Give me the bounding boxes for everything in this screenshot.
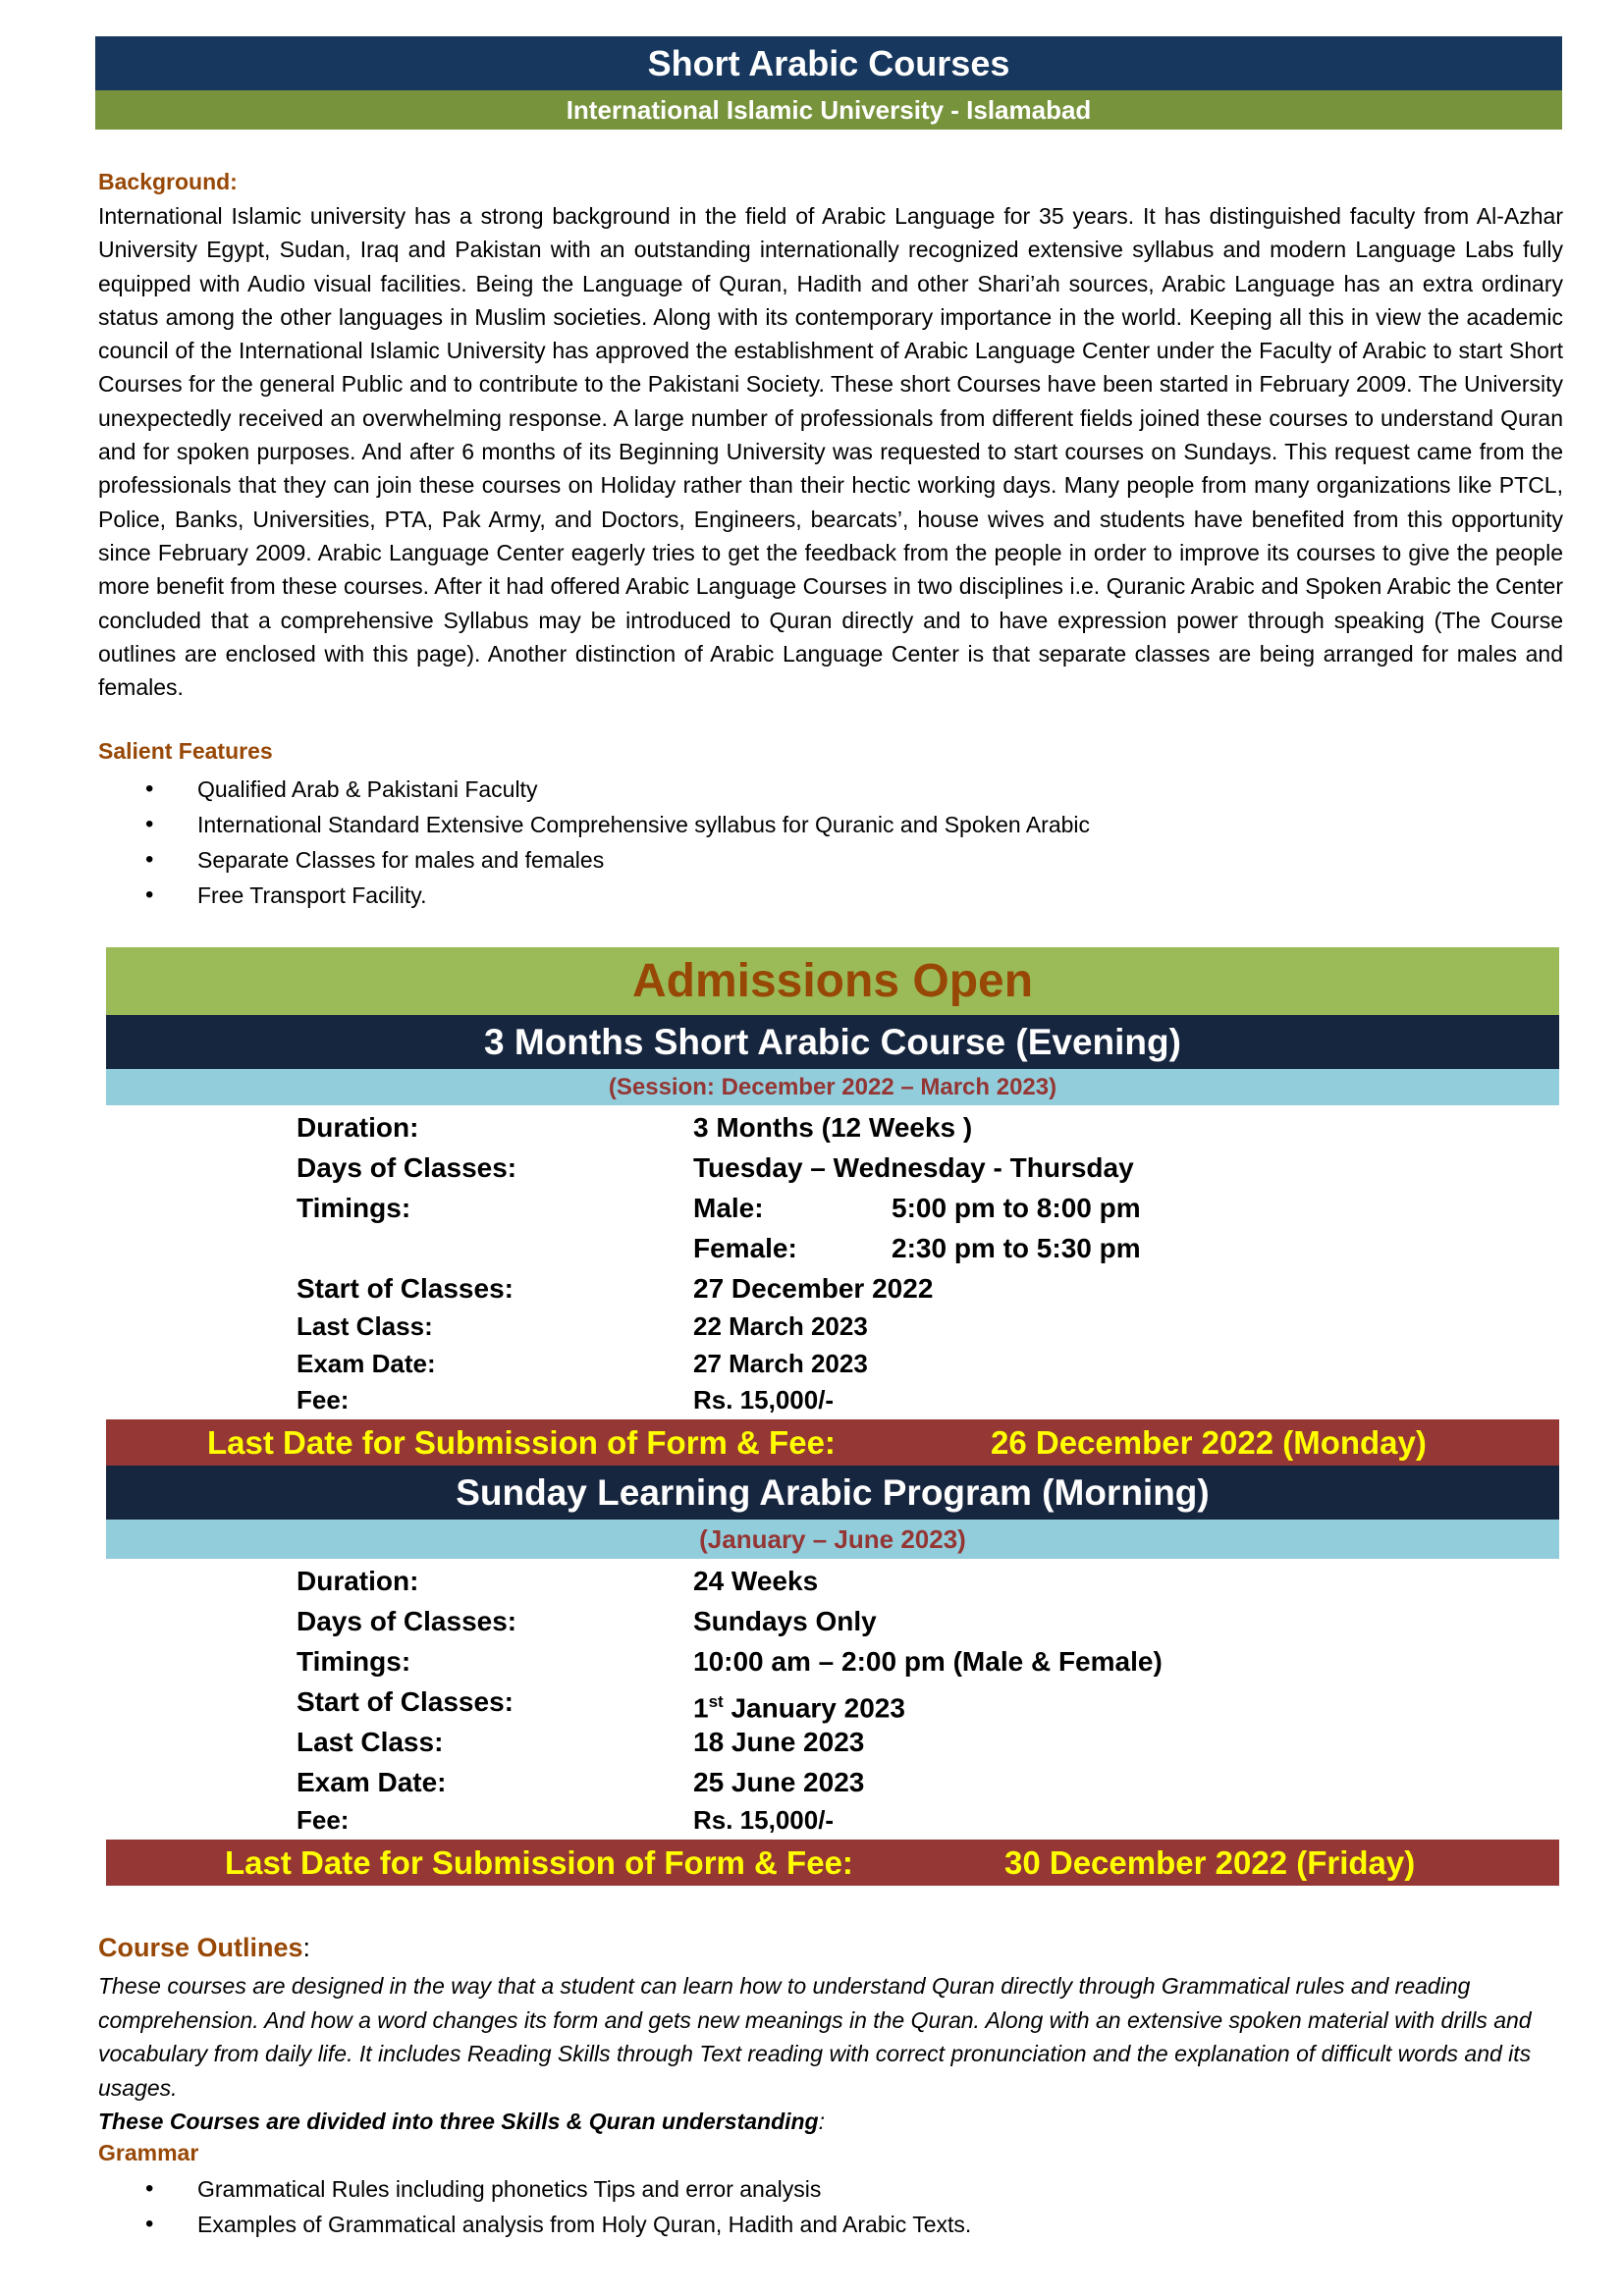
course1-session: (Session: December 2022 – March 2023) <box>106 1069 1559 1105</box>
course2-last-class-label: Last Class: <box>297 1727 444 1757</box>
grammar-heading: Grammar <box>98 2140 199 2165</box>
course2-deadline-banner <box>106 1840 1559 1886</box>
course1-deadline-date: 26 December 2022 (Monday) <box>991 1424 1427 1461</box>
course1-exam-value: 27 March 2023 <box>693 1349 868 1378</box>
course1-duration-label: Duration: <box>297 1112 419 1143</box>
list-item: • Grammatical Rules including phonetics Tips and error analysis <box>98 2171 971 2207</box>
salient-features-heading: Salient Features <box>98 738 273 764</box>
list-item: • Separate Classes for males and females <box>98 842 1090 878</box>
course1-fee-value: Rs. 15,000/- <box>693 1385 835 1415</box>
course2-exam-label: Exam Date: <box>297 1767 447 1797</box>
course2-deadline-label: Last Date for Submission of Form & Fee: <box>225 1844 853 1881</box>
page-title: Short Arabic Courses <box>95 36 1562 90</box>
background-paragraph: International Islamic university has a strong background in the field of Arabic Language for 35 years. It has distinguished faculty from Al-Azhar University Egypt, Sudan, Iraq and Pakistan with an outstanding internationally recognized extensive syllabus and modern Language Labs fully equipped with Audio visual facilities. Being the Language of Quran, Hadith and other Shari’ah sources, Arabic Language has an extra ordinary status among the other languages in Muslim societies. Along with its contemporary importance in the world. Keeping all this in view the academic council of the International Islamic University has approved the establishment of Arabic Language Center under the Faculty of Arabic to start Short Courses for the general Public and to contribute to the Pakistani Society. These short Courses have been started in February 2009. The University unexpectedly received an overwhelming response. A large number of professionals from different fields joined these courses to understand Quran and for spoken purposes. And after 6 months of its Beginning University was requested to start courses on Sundays. This request came from the professionals that they can join these courses on Holiday rather than their hectic working days. Many people from many organizations like PTCL, Police, Banks, Universities, PTA, Pak Army, and Doctors, Engineers, bearcats’, house wives and students have benefited from this opportunity since February 2009. Arabic Language Center eagerly tries to get the feedback from the people in order to improve its courses to give the people more benefit from these courses. After it had offered Arabic Language Courses in two disciplines i.e. Quranic Arabic and Spoken Arabic the Center concluded that a comprehensive Syllabus may be introduced to Quran directly and to have expression power through speaking (The Course outlines are enclosed with this page). Another distinction of Arabic Language Center is that separate classes are being arranged for males and females. <box>98 203 1563 701</box>
course2-last-class-value: 18 June 2023 <box>693 1727 865 1757</box>
course1-last-class-label: Last Class: <box>297 1311 433 1341</box>
course2-duration-value: 24 Weeks <box>693 1566 819 1596</box>
course1-deadline-label: Last Date for Submission of Form & Fee: <box>207 1424 836 1461</box>
course1-last-class-value: 22 March 2023 <box>693 1311 868 1341</box>
salient-features-list <box>98 772 1090 913</box>
course2-deadline-date: 30 December 2022 (Friday) <box>1004 1844 1416 1881</box>
course1-timings-label: Timings: <box>297 1193 411 1223</box>
course2-duration-label: Duration: <box>297 1566 419 1596</box>
course1-title: 3 Months Short Arabic Course (Evening) <box>106 1015 1559 1069</box>
course2-timings-label: Timings: <box>297 1646 411 1677</box>
course2-exam-value: 25 June 2023 <box>693 1767 865 1797</box>
page-subtitle: International Islamic University - Islamabad <box>95 90 1562 130</box>
course2-days-label: Days of Classes: <box>297 1606 517 1636</box>
course1-days-label: Days of Classes: <box>297 1152 517 1183</box>
course1-timings-female-value: 2:30 pm to 5:30 pm <box>892 1233 1141 1263</box>
course2-start-value: 1st January 2023 <box>693 1692 905 1724</box>
course2-session: (January – June 2023) <box>106 1520 1559 1559</box>
course1-timings-male-value: 5:00 pm to 8:00 pm <box>892 1193 1141 1223</box>
course2-days-value: Sundays Only <box>693 1606 877 1636</box>
course-divisions-note: These Courses are divided into three Skills & Quran understanding: <box>98 2109 825 2134</box>
course1-timings-female-label: Female: <box>693 1233 797 1263</box>
course2-title: Sunday Learning Arabic Program (Morning) <box>106 1466 1559 1520</box>
course-outlines-paragraph: These courses are designed in the way that a student can learn how to understand Quran directly through Grammatical rules and reading comprehension. And how a word changes its form and gets new meanings in the Quran. Along with an extensive spoken material with drills and vocabulary from daily life. It includes Reading Skills through Text reading with correct pronunciation and the explanation of difficult words and its usages. <box>98 1973 1532 2101</box>
grammar-list <box>98 2171 971 2242</box>
admissions-open-banner: Admissions Open <box>106 947 1559 1015</box>
course1-start-value: 27 December 2022 <box>693 1273 934 1304</box>
course2-fee-value: Rs. 15,000/- <box>693 1805 835 1835</box>
course1-start-label: Start of Classes: <box>297 1273 514 1304</box>
background-heading: Background: <box>98 169 238 194</box>
course2-timings-value: 10:00 am – 2:00 pm (Male & Female) <box>693 1646 1163 1677</box>
list-item: • International Standard Extensive Comprehensive syllabus for Quranic and Spoken Arabic <box>98 807 1090 842</box>
course2-start-label: Start of Classes: <box>297 1686 514 1717</box>
course1-duration-value: 3 Months (12 Weeks ) <box>693 1112 973 1143</box>
course1-deadline-banner <box>106 1419 1559 1466</box>
course1-fee-label: Fee: <box>297 1385 350 1415</box>
course2-fee-label: Fee: <box>297 1805 350 1835</box>
course1-timings-male-label: Male: <box>693 1193 764 1223</box>
list-item: • Free Transport Facility. <box>98 878 1090 913</box>
course-outlines-heading: Course Outlines: <box>98 1933 311 1962</box>
list-item: • Qualified Arab & Pakistani Faculty <box>98 772 1090 807</box>
course1-exam-label: Exam Date: <box>297 1349 436 1378</box>
list-item: • Examples of Grammatical analysis from Holy Quran, Hadith and Arabic Texts. <box>98 2207 971 2242</box>
course1-days-value: Tuesday – Wednesday - Thursday <box>693 1152 1134 1183</box>
